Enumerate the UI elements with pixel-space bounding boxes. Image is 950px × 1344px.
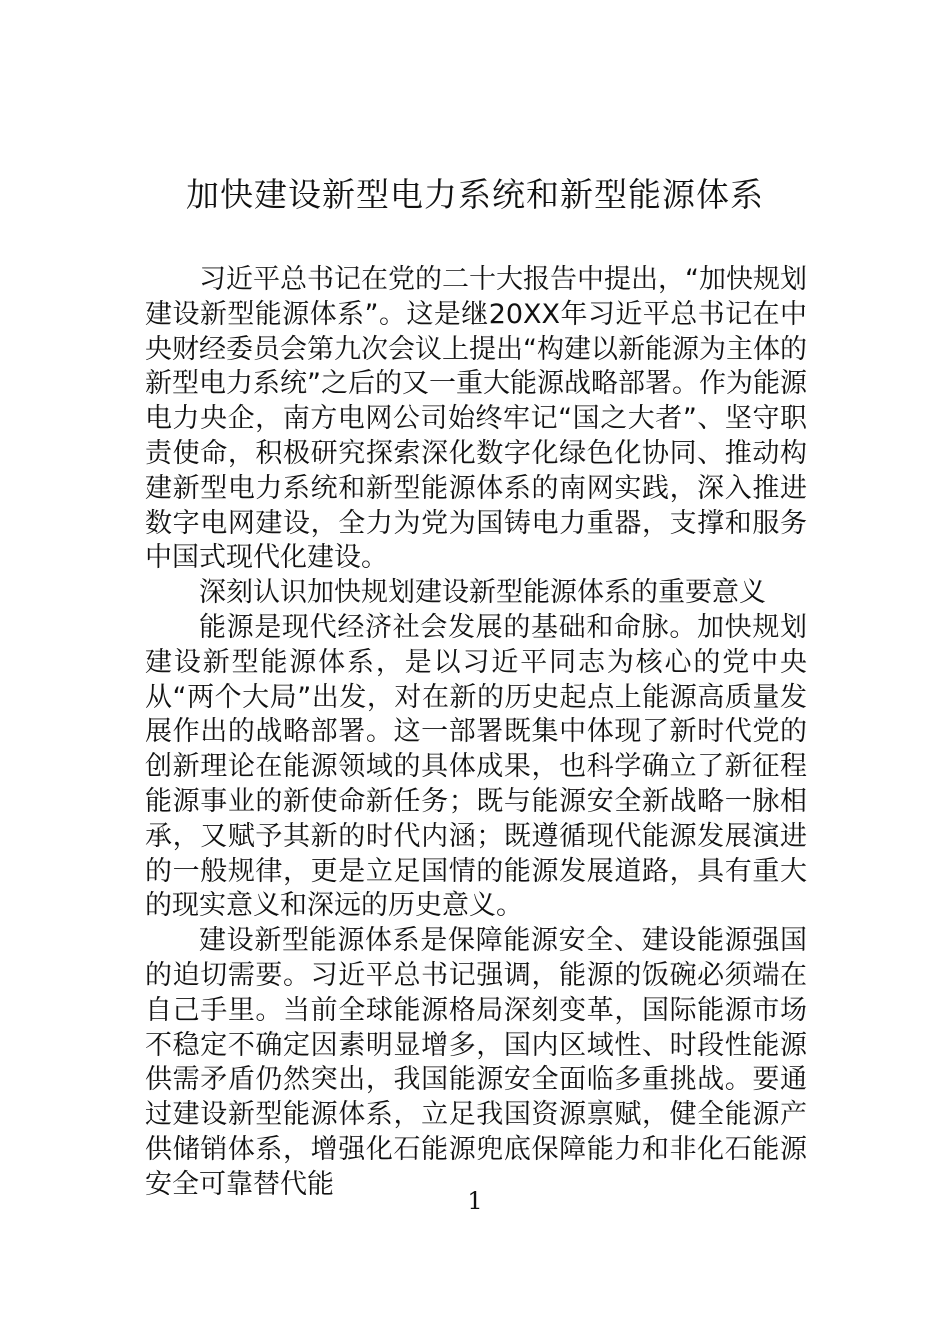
document-title: 加快建设新型电力系统和新型能源体系 [186,175,764,214]
section-heading: 深刻认识加快规划建设新型能源体系的重要意义 [199,577,766,609]
paragraph-significance: 能源是现代经济社会发展的基础和命脉。加快规划建设新型能源体系，是以习近平同志为核心的党中央从“两个大局”出发，对在新的历史起点上能源高质量发展作出的战略部署。这一部署既集中体现了新时代党的创新理论在能源领域的具体成果，也科学确立了新征程能源事业的新使命新任务；既与能源安全新战略一脉相承，又赋予其新的时代内涵；既遵循现代能源发展演进的一般规律，更是立足国情的能源发展道路，具有重大的现实意义和深远的历史意义。 [145,611,807,922]
page-number: 1 [467,1187,483,1215]
paragraph-energy-security: 建设新型能源体系是保障能源安全、建设能源强国的迫切需要。习近平总书记强调，能源的饭碗必须端在自己手里。当前全球能源格局深刻变革，国际能源市场不稳定不确定因素明显增多，国内区域性、时段性能源供需矛盾仍然突出，我国能源安全面临多重挑战。要通过建设新型能源体系，立足我国资源禀赋，健全能源产供储销体系，增强化石能源兜底保障能力和非化石能源安全可靠替代能 [145,925,807,1200]
paragraph-intro: 习近平总书记在党的二十大报告中提出，“加快规划建设新型能源体系”。这是继20XX年习近平总书记在中央财经委员会第九次会议上提出“构建以新能源为主体的新型电力系统”之后的又一重大能源战略部署。作为能源电力央企，南方电网公司始终牢记“国之大者”、坚守职责使命，积极研究探索深化数字化绿色化协同、推动构建新型电力系统和新型能源体系的南网实践，深入推进数字电网建设，全力为党为国铸电力重器，支撑和服务中国式现代化建设。 [145,264,807,574]
document-body [145,263,807,1203]
